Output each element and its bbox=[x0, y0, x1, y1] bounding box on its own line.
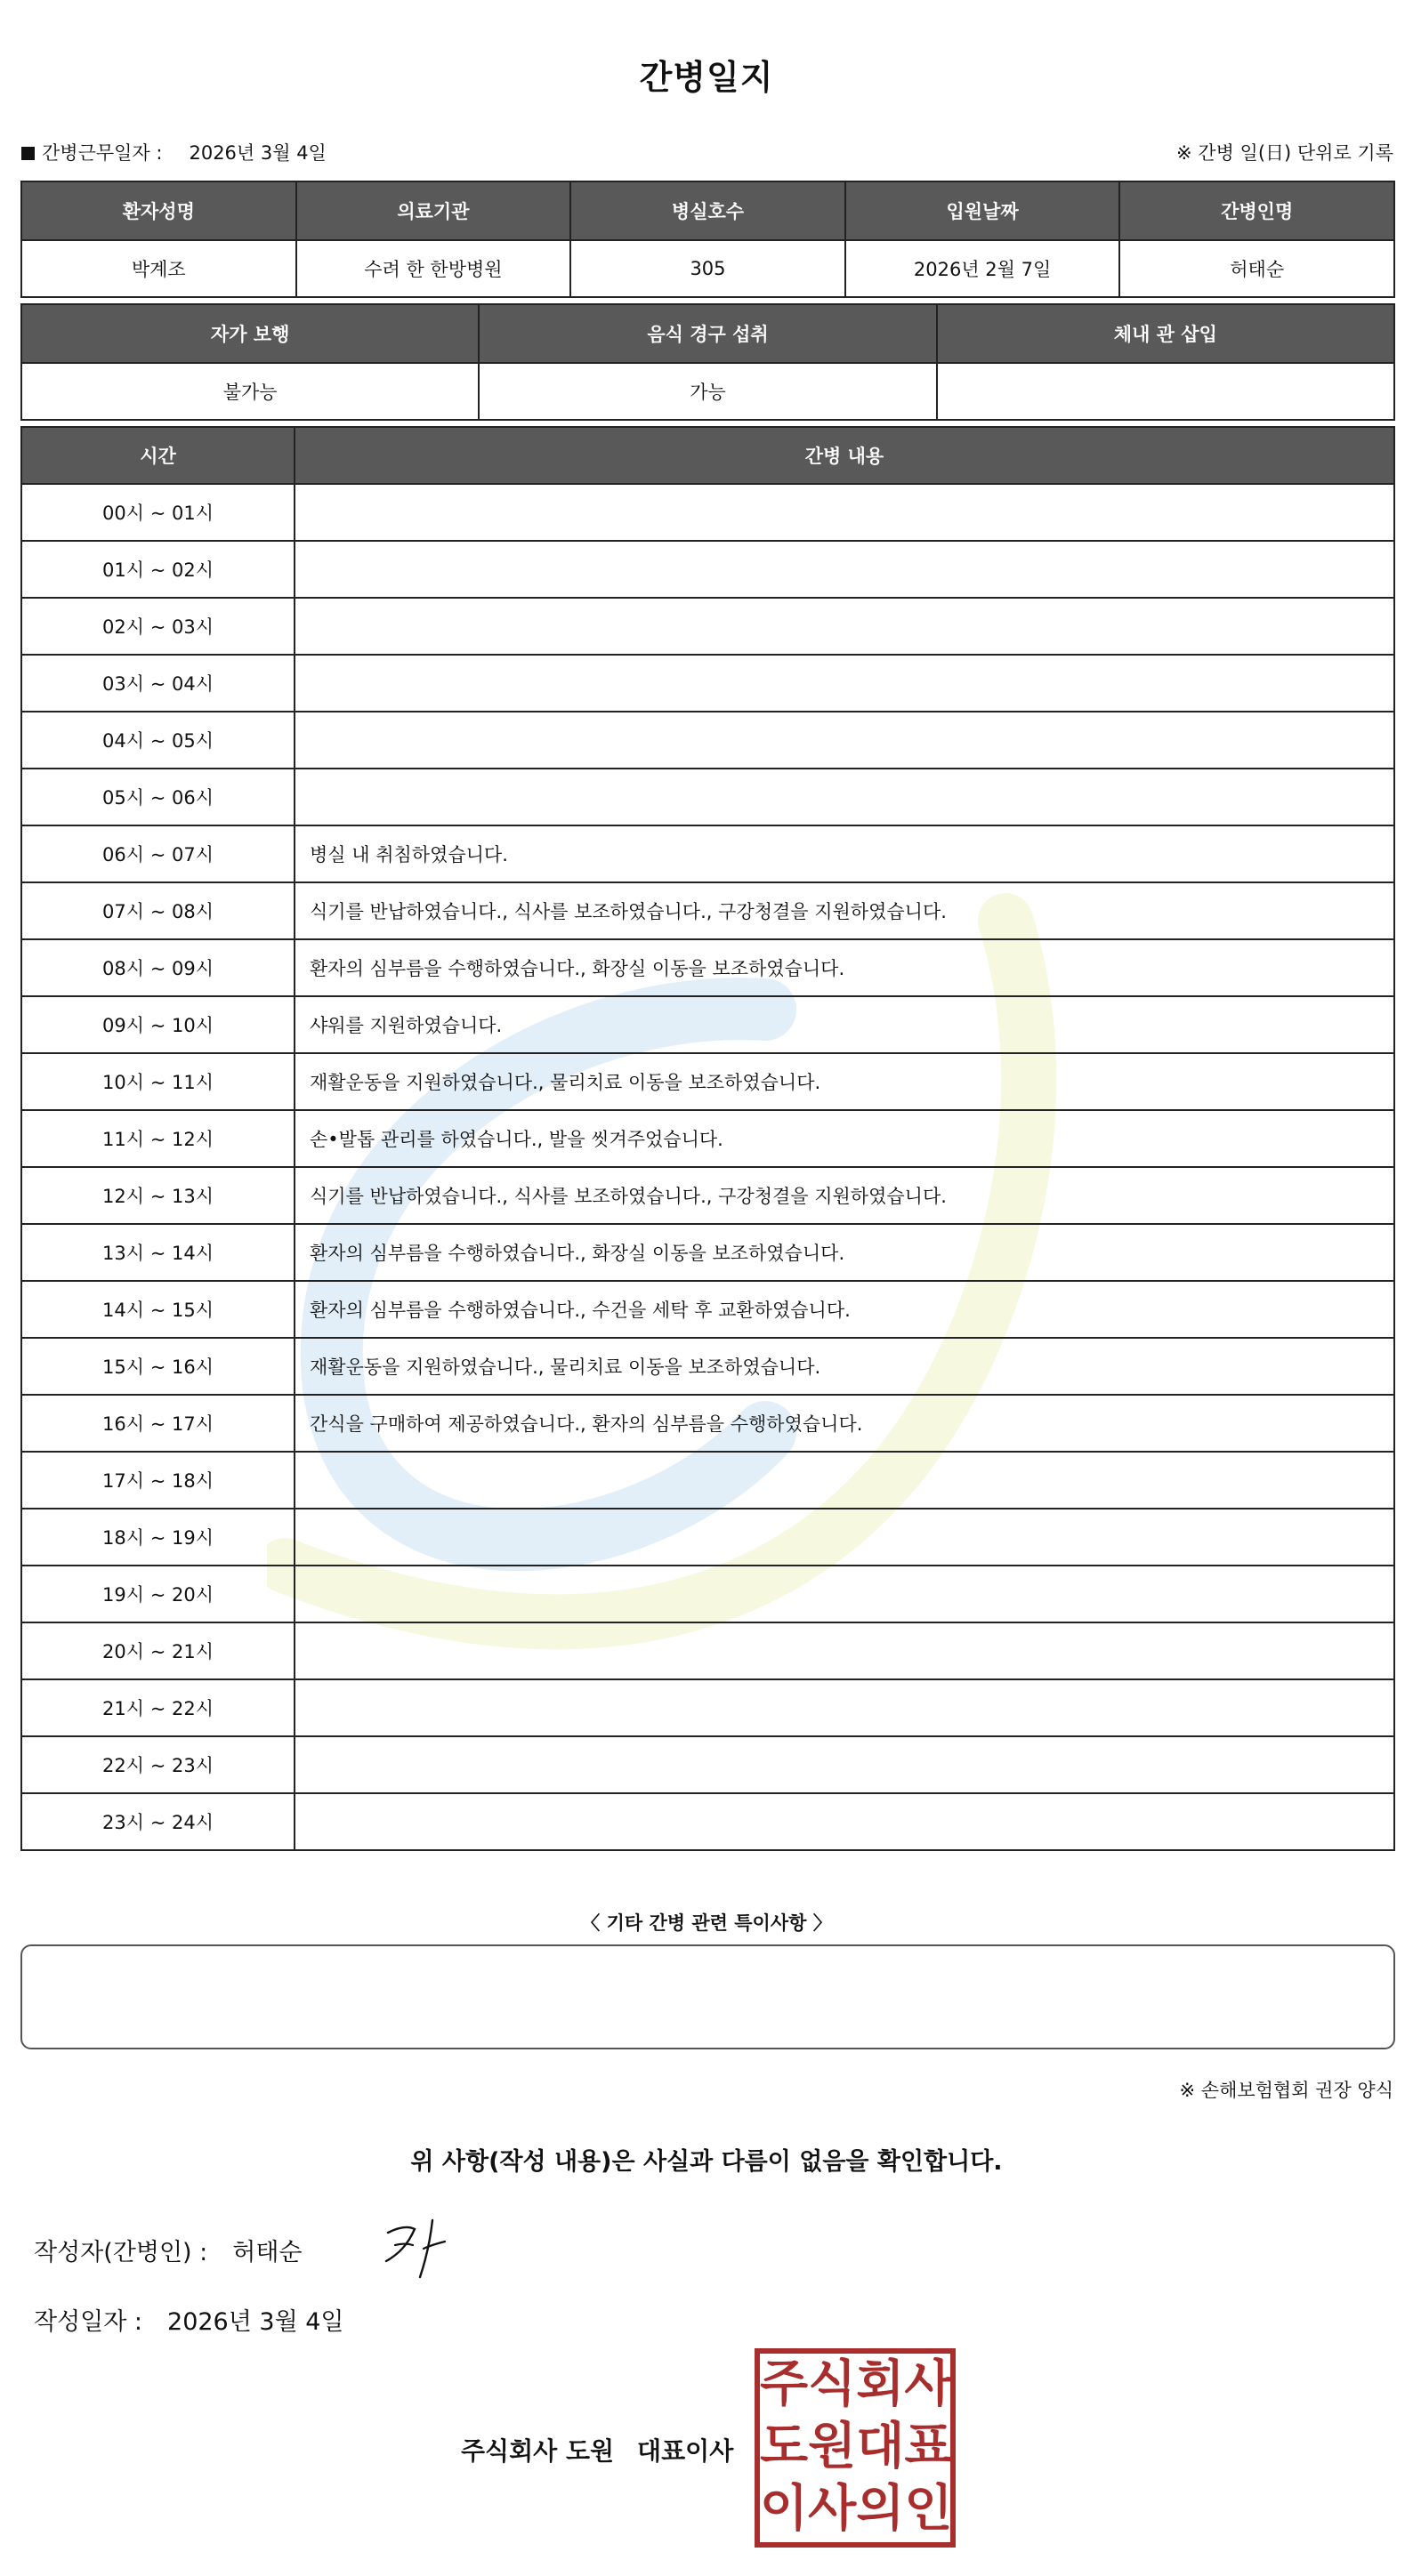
patient-name: 박계조 bbox=[21, 240, 296, 297]
caregiver-name: 허태순 bbox=[1119, 240, 1394, 297]
table-row bbox=[21, 769, 1394, 825]
table-row bbox=[21, 1679, 1394, 1736]
header-caregiver-name: 간병인명 bbox=[1119, 181, 1394, 240]
care-content: 식기를 반납하였습니다., 식사를 보조하였습니다., 구강청결을 지원하였습니다. bbox=[295, 1167, 1394, 1224]
care-content: 식기를 반납하였습니다., 식사를 보조하였습니다., 구강청결을 지원하였습니다. bbox=[295, 882, 1394, 939]
work-date-value: 2026년 3월 4일 bbox=[189, 142, 327, 164]
table-row bbox=[21, 541, 1394, 598]
table-row bbox=[21, 882, 1394, 939]
care-content: 재활운동을 지원하였습니다., 물리치료 이동을 보조하였습니다. bbox=[295, 1053, 1394, 1110]
form-note: ※ 손해보험협회 권장 양식 bbox=[1179, 2080, 1393, 2101]
care-content bbox=[295, 769, 1394, 825]
time-slot: 15시 ~ 16시 bbox=[21, 1338, 295, 1395]
seal-glyph: 회 bbox=[856, 2355, 905, 2413]
tube-insertion-value bbox=[937, 363, 1394, 420]
table-row bbox=[21, 598, 1394, 655]
table-row bbox=[21, 1622, 1394, 1679]
seal-glyph: 사 bbox=[808, 2480, 857, 2538]
header-self-walking: 자가 보행 bbox=[21, 304, 479, 363]
time-slot: 00시 ~ 01시 bbox=[21, 484, 295, 541]
self-walking-value: 불가능 bbox=[21, 363, 479, 420]
patient-info-table bbox=[20, 181, 1395, 298]
care-content bbox=[295, 1793, 1394, 1850]
company-title: 대표이사 bbox=[637, 2436, 734, 2466]
time-slot: 22시 ~ 23시 bbox=[21, 1736, 295, 1793]
time-slot: 07시 ~ 08시 bbox=[21, 882, 295, 939]
seal-glyph: 도 bbox=[760, 2418, 809, 2475]
care-content bbox=[295, 541, 1394, 598]
care-content: 샤워를 지원하였습니다. bbox=[295, 996, 1394, 1053]
time-slot: 02시 ~ 03시 bbox=[21, 598, 295, 655]
seal-glyph: 인 bbox=[904, 2480, 953, 2538]
care-content: 병실 내 취침하였습니다. bbox=[295, 825, 1394, 882]
record-note: ※ 간병 일(日) 단위로 기록 bbox=[1176, 142, 1393, 164]
time-slot: 16시 ~ 17시 bbox=[21, 1395, 295, 1452]
seal-row bbox=[760, 2416, 953, 2478]
time-slot: 01시 ~ 02시 bbox=[21, 541, 295, 598]
seal-glyph: 식 bbox=[808, 2355, 857, 2413]
header-room-number: 병실호수 bbox=[570, 181, 845, 240]
header-oral-intake: 음식 경구 섭취 bbox=[479, 304, 936, 363]
time-slot: 11시 ~ 12시 bbox=[21, 1110, 295, 1167]
header-time: 시간 bbox=[21, 427, 295, 484]
room-number: 305 bbox=[570, 240, 845, 297]
patient-ability-table bbox=[20, 303, 1395, 421]
time-slot: 23시 ~ 24시 bbox=[21, 1793, 295, 1850]
care-content: 환자의 심부름을 수행하였습니다., 화장실 이동을 보조하였습니다. bbox=[295, 1224, 1394, 1281]
notes-title: 〈 기타 간병 관련 특이사항 〉 bbox=[581, 1912, 832, 1934]
table-row bbox=[21, 996, 1394, 1053]
confirmation-statement: 위 사항(작성 내용)은 사실과 다름이 없음을 확인합니다. bbox=[410, 2148, 1003, 2176]
header-patient-name: 환자성명 bbox=[21, 181, 296, 240]
header-care-content: 간병 내용 bbox=[295, 427, 1394, 484]
care-content: 환자의 심부름을 수행하였습니다., 수건을 세탁 후 교환하였습니다. bbox=[295, 1281, 1394, 1338]
seal-glyph: 사 bbox=[904, 2355, 953, 2413]
care-content bbox=[295, 1679, 1394, 1736]
company-name: 주식회사 도원 bbox=[461, 2436, 615, 2466]
care-content: 간식을 구매하여 제공하였습니다., 환자의 심부름을 수행하였습니다. bbox=[295, 1395, 1394, 1452]
care-content: 손•발톱 관리를 하였습니다., 발을 씻겨주었습니다. bbox=[295, 1110, 1394, 1167]
table-row bbox=[21, 1110, 1394, 1167]
seal-glyph: 원 bbox=[808, 2418, 857, 2475]
care-content: 재활운동을 지원하였습니다., 물리치료 이동을 보조하였습니다. bbox=[295, 1338, 1394, 1395]
work-date bbox=[21, 139, 327, 165]
time-slot: 18시 ~ 19시 bbox=[21, 1509, 295, 1566]
seal-glyph: 주 bbox=[760, 2355, 809, 2413]
table-row bbox=[21, 825, 1394, 882]
table-row bbox=[21, 484, 1394, 541]
written-date-value: 2026년 3월 4일 bbox=[167, 2308, 344, 2336]
care-content bbox=[295, 1452, 1394, 1509]
time-slot: 21시 ~ 22시 bbox=[21, 1679, 295, 1736]
table-row bbox=[21, 1736, 1394, 1793]
table-row bbox=[21, 1338, 1394, 1395]
writer-label: 작성자(간병인) : bbox=[34, 2239, 208, 2266]
seal-glyph: 이 bbox=[760, 2480, 809, 2538]
table-row bbox=[21, 1509, 1394, 1566]
hospital-name: 수려 한 한방병원 bbox=[296, 240, 571, 297]
care-content bbox=[295, 1566, 1394, 1622]
time-slot: 06시 ~ 07시 bbox=[21, 825, 295, 882]
table-row bbox=[21, 1566, 1394, 1622]
time-slot: 12시 ~ 13시 bbox=[21, 1167, 295, 1224]
table-row bbox=[21, 1281, 1394, 1338]
care-log-table bbox=[20, 426, 1395, 1851]
table-row bbox=[21, 1395, 1394, 1452]
work-date-label: 간병근무일자 : bbox=[42, 142, 163, 164]
table-row bbox=[21, 1224, 1394, 1281]
table-row bbox=[21, 1452, 1394, 1509]
notes-box bbox=[20, 1944, 1395, 2049]
header-admission-date: 입원날짜 bbox=[845, 181, 1120, 240]
care-content bbox=[295, 655, 1394, 712]
header-hospital: 의료기관 bbox=[296, 181, 571, 240]
company-seal-stamp bbox=[755, 2348, 956, 2548]
care-content bbox=[295, 598, 1394, 655]
time-slot: 04시 ~ 05시 bbox=[21, 712, 295, 769]
care-content: 환자의 심부름을 수행하였습니다., 화장실 이동을 보조하였습니다. bbox=[295, 939, 1394, 996]
seal-glyph: 대 bbox=[856, 2418, 905, 2475]
time-slot: 03시 ~ 04시 bbox=[21, 655, 295, 712]
care-content bbox=[295, 1509, 1394, 1566]
admission-date: 2026년 2월 7일 bbox=[845, 240, 1120, 297]
time-slot: 09시 ~ 10시 bbox=[21, 996, 295, 1053]
time-slot: 08시 ~ 09시 bbox=[21, 939, 295, 996]
square-bullet-icon bbox=[21, 147, 35, 160]
seal-row bbox=[760, 2478, 953, 2540]
seal-glyph: 의 bbox=[856, 2480, 905, 2538]
handwritten-signature bbox=[381, 2215, 452, 2282]
company-signature-line bbox=[461, 2432, 733, 2467]
table-row bbox=[21, 939, 1394, 996]
table-row bbox=[21, 1793, 1394, 1850]
writer-name: 허태순 bbox=[232, 2239, 303, 2266]
table-row bbox=[21, 655, 1394, 712]
time-slot: 19시 ~ 20시 bbox=[21, 1566, 295, 1622]
time-slot: 20시 ~ 21시 bbox=[21, 1622, 295, 1679]
document-title: 간병일지 bbox=[639, 58, 774, 97]
time-slot: 17시 ~ 18시 bbox=[21, 1452, 295, 1509]
written-date-row bbox=[34, 2302, 344, 2337]
time-slot: 14시 ~ 15시 bbox=[21, 1281, 295, 1338]
care-content bbox=[295, 484, 1394, 541]
seal-row bbox=[760, 2354, 953, 2416]
time-slot: 10시 ~ 11시 bbox=[21, 1053, 295, 1110]
seal-glyph: 표 bbox=[904, 2418, 953, 2475]
table-row bbox=[21, 1053, 1394, 1110]
written-date-label: 작성일자 : bbox=[34, 2308, 143, 2336]
care-content bbox=[295, 1736, 1394, 1793]
time-slot: 13시 ~ 14시 bbox=[21, 1224, 295, 1281]
care-content bbox=[295, 1622, 1394, 1679]
writer-row bbox=[34, 2233, 303, 2267]
table-row bbox=[21, 712, 1394, 769]
time-slot: 05시 ~ 06시 bbox=[21, 769, 295, 825]
care-content bbox=[295, 712, 1394, 769]
header-tube-insertion: 체내 관 삽입 bbox=[937, 304, 1394, 363]
oral-intake-value: 가능 bbox=[479, 363, 936, 420]
table-row bbox=[21, 1167, 1394, 1224]
